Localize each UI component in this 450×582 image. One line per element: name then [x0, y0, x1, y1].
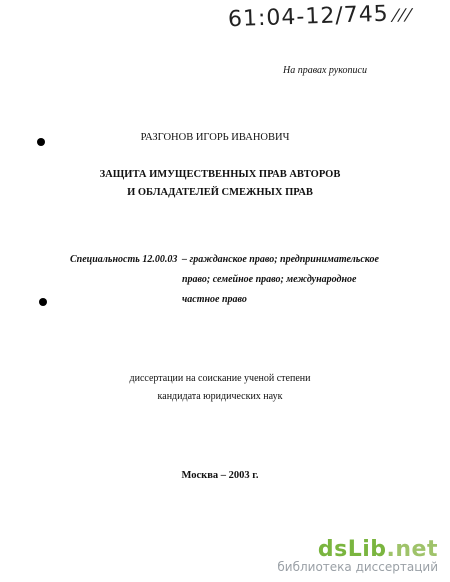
rights-note: На правах рукописи: [283, 65, 367, 76]
specialty-label: Специальность 12.00.03: [70, 254, 178, 265]
dissertation-degree: [0, 370, 440, 406]
specialty-description: [182, 250, 410, 310]
handwritten-mark: ///: [389, 4, 416, 25]
watermark-brand: dsLib: [317, 537, 387, 562]
specialty-line-1: – гражданское право; предпринимательское: [182, 254, 379, 265]
degree-line-2: кандидата юридических наук: [157, 391, 283, 402]
watermark-tld: .net: [386, 537, 438, 562]
author-name: РАЗГОНОВ ИГОРЬ ИВАНОВИЧ: [140, 132, 290, 143]
title-line-1: ЗАЩИТА ИМУЩЕСТВЕННЫХ ПРАВ АВТОРОВ: [99, 169, 341, 180]
specialty-line-2: право; семейное право; международное: [182, 274, 357, 285]
specialty-line-3: частное право: [182, 294, 247, 305]
watermark-logo: [277, 537, 438, 562]
degree-line-1: диссертации на соискание ученой степени: [129, 373, 311, 384]
title-line-2: И ОБЛАДАТЕЛЕЙ СМЕЖНЫХ ПРАВ: [127, 187, 313, 198]
watermark-subtitle: библиотека диссертаций: [277, 560, 438, 574]
dissertation-title: [0, 166, 440, 202]
catalog-code: 61:04-12/745: [227, 1, 390, 33]
watermark: [277, 537, 438, 574]
city-year: Москва – 2003 г.: [181, 470, 259, 481]
punch-hole-bottom: [39, 298, 47, 306]
handwritten-catalog-number: [227, 1, 416, 33]
